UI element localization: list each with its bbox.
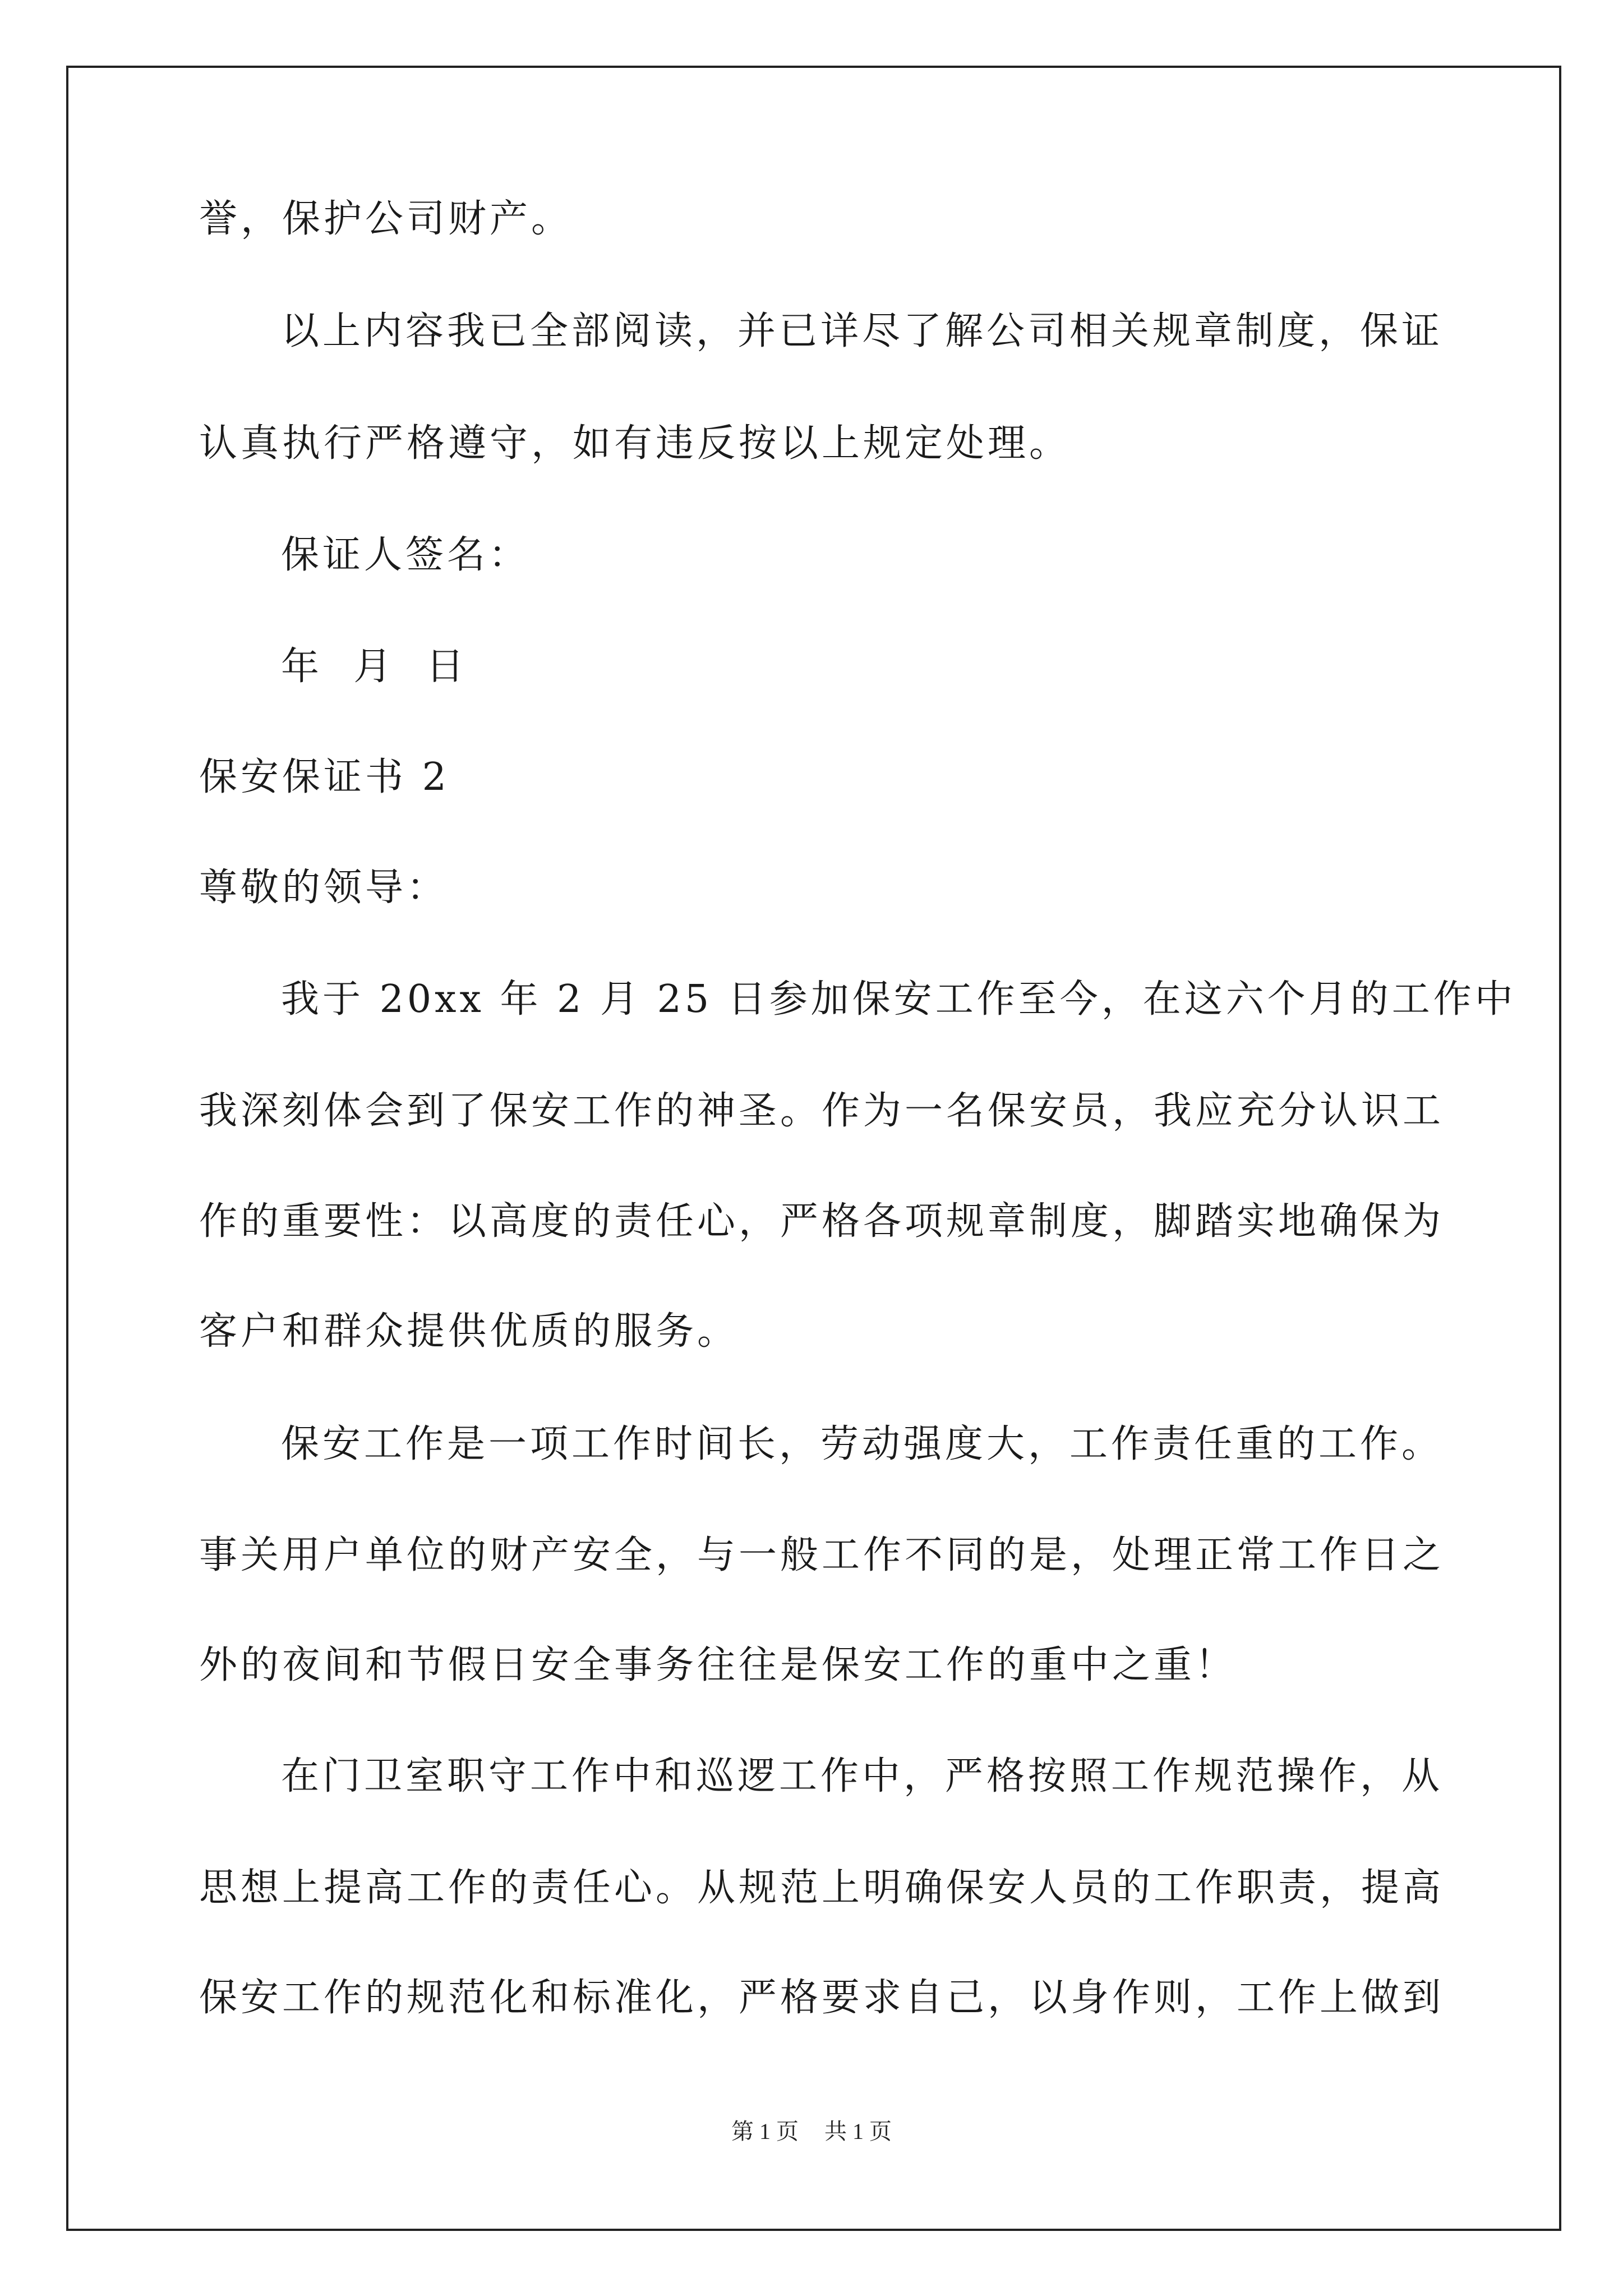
paragraph-line: 我于 20xx 年 2 月 25 日参加保安工作至今，在这六个月的工作中 (281, 977, 1516, 1022)
page-footer (0, 2118, 1623, 2145)
section-title: 保安保证书 2 (199, 755, 450, 799)
text-line: 客户和群众提供优质的服务。 (199, 1309, 739, 1354)
signature-label: 保证人签名： (281, 533, 531, 577)
text-line: 保安工作的规范化和标准化，严格要求自己，以身作则，工作上做到 (199, 1976, 1445, 2020)
text-line: 誉，保护公司财产。 (199, 197, 573, 241)
paragraph-line: 以上内容我已全部阅读，并已详尽了解公司相关规章制度，保证 (281, 309, 1444, 353)
date-line: 年 月 日 (281, 645, 468, 689)
text-line: 外的夜间和节假日安全事务往往是保安工作的重中之重！ (199, 1643, 1237, 1687)
text-line: 我深刻体会到了保安工作的神圣。作为一名保安员，我应充分认识工 (199, 1089, 1445, 1133)
text-line: 思想上提高工作的责任心。从规范上明确保安人员的工作职责，提高 (199, 1866, 1445, 1910)
paragraph-line: 在门卫室职守工作中和巡逻工作中，严格按照工作规范操作，从 (281, 1754, 1444, 1798)
page-number: 第 1 页 (731, 2119, 799, 2144)
paragraph-line: 保安工作是一项工作时间长，劳动强度大，工作责任重的工作。 (281, 1422, 1444, 1466)
salutation: 尊敬的领导： (199, 866, 449, 910)
text-line: 认真执行严格遵守，如有违反按以上规定处理。 (199, 421, 1071, 466)
text-line: 事关用户单位的财产安全，与一般工作不同的是，处理正常工作日之 (199, 1533, 1445, 1577)
text-line: 作的重要性：以高度的责任心，严格各项规章制度，脚踏实地确保为 (199, 1199, 1445, 1244)
page-total: 共 1 页 (824, 2119, 892, 2144)
